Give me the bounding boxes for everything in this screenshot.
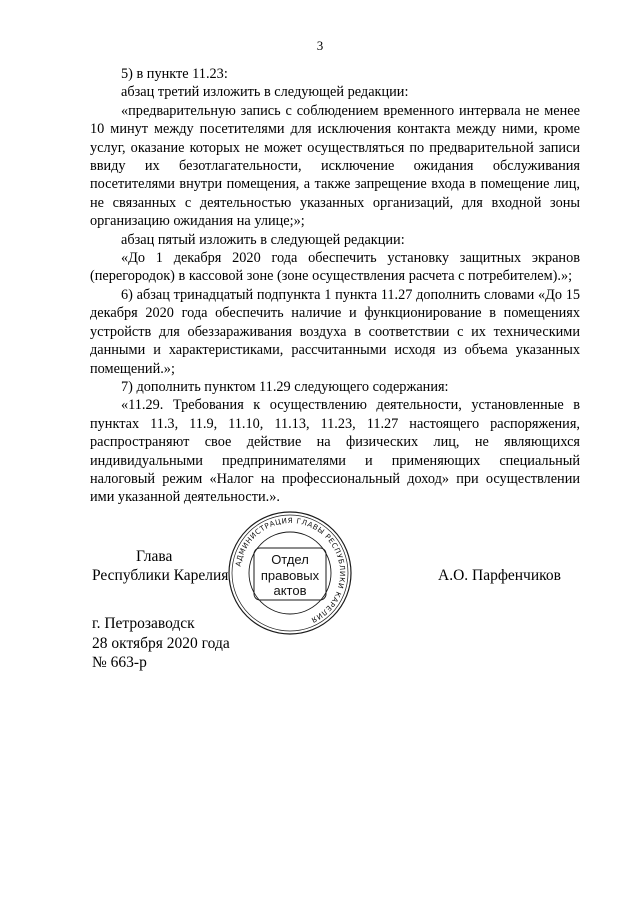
stamp-line2: правовых xyxy=(260,568,320,583)
page-number: 3 xyxy=(316,38,324,53)
stamp-line1: Отдел xyxy=(271,552,309,567)
paragraph-item-7: 7) дополнить пунктом 11.29 следующего содержания: xyxy=(121,378,449,395)
signature-title xyxy=(92,547,228,585)
paragraph-abzac-fifth: абзац пятый изложить в следующей редакции: xyxy=(121,231,405,248)
paragraph-item-6: 6) абзац тринадцатый подпункта 1 пункта 11.27 дополнить словами «До 15 декабря 2020 года обеспечить наличие и функционирование в помещениях устройств для обеззараживания воздуха в соответствии с их техническими данными и характеристиками, рассчитанными исходя из объема указанных помещений.»; xyxy=(90,286,580,377)
signature-title-line2: Республики Карелия xyxy=(92,567,229,584)
stamp xyxy=(224,507,356,639)
signature-title-line1: Глава xyxy=(136,548,173,565)
document-footer xyxy=(92,614,230,673)
paragraph-quote-screens: «До 1 декабря 2020 года обеспечить установку защитных экранов (перегородок) в кассовой зоне (зоне осуществления расчета с потребителем).»; xyxy=(90,250,580,285)
stamp-line3: актов xyxy=(273,583,307,598)
footer-city: г. Петрозаводск xyxy=(92,615,195,632)
signature-name: А.О. Парфенчиков xyxy=(438,567,561,584)
paragraph-item-11-29: «11.29. Требования к осуществлению деятельности, установленные в пунктах 11.3, 11.9, 11.10, 11.13, 11.23, 11.27 настоящего распоряжения, распространяют свое действие на физических лиц, не являющихся индивидуальными предпринимателями и применяющих специальный налоговый режим «Налог на профессиональный доход» при осуществлении ими указанной деятельности.». xyxy=(90,397,580,506)
footer-number: № 663-р xyxy=(92,654,147,671)
paragraph-item-5: 5) в пункте 11.23: xyxy=(121,66,228,82)
footer-date: 28 октября 2020 года xyxy=(92,634,230,652)
stamp-seal-graphic xyxy=(224,507,356,639)
stamp-ring-text: АДМИНИСТРАЦИЯ ГЛАВЫ РЕСПУБЛИКИ КАРЕЛИЯ xyxy=(233,515,348,625)
paragraph-quote-preliminary: «предварительную запись с соблюдением временного интервала не менее 10 минут между посетителями для исключения контакта между ними, кроме услуг, оказание которых не может осуществляться по предварительной записи ввиду их безотлагательности, исключение ожидания обслуживания посетителями внутри помещения, а также запрещение входа в помещение лиц, не связанных с деятельностью указанных организаций, для входной зоны организацию ожидания на улице;»; xyxy=(90,102,580,230)
document-body xyxy=(90,65,580,507)
paragraph-abzac-third: абзац третий изложить в следующей редакции: xyxy=(121,84,409,101)
